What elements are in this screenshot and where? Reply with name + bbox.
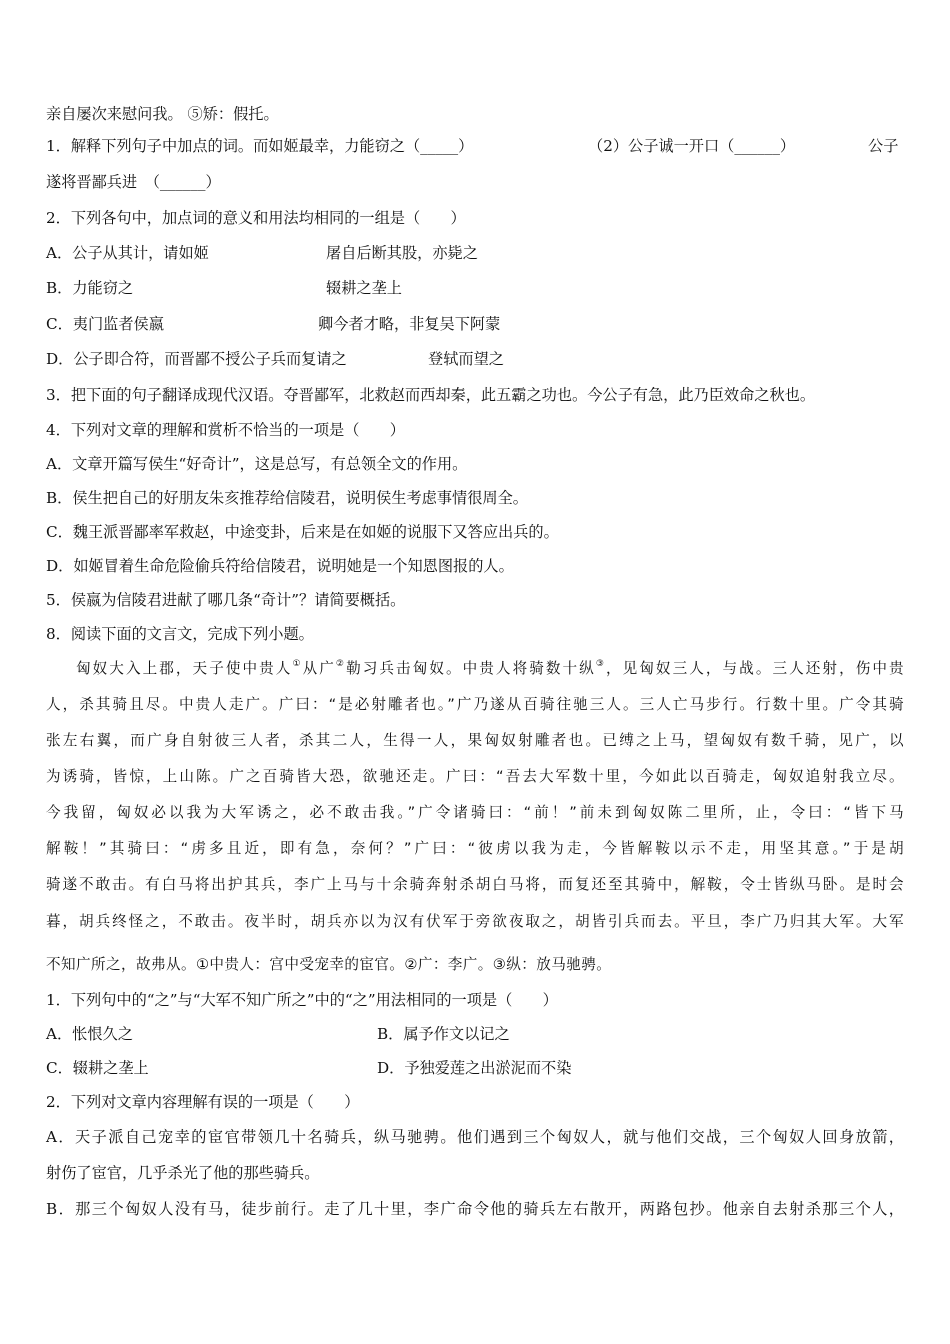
part2-question-1: 1．下列句中的“之”与“大军不知广所之”中的“之”用法相同的一项是（ ） — [46, 991, 558, 1009]
section-8-heading: 8．阅读下面的文言文，完成下列小题。 — [46, 625, 314, 643]
part2-option-A: A．怅恨久之 — [46, 1025, 133, 1043]
option-4A: A．文章开篇写侯生“好奇计”，这是总写，有总领全文的作用。 — [46, 455, 468, 473]
passage-line-4: 为诱骑，皆惊，上山陈。广之百骑皆大恐，欲驰还走。广曰：“吾去大军数十里，今如此以百骑走，匈奴追射我立尽。 — [46, 768, 904, 785]
part2-option-2A-line1: A．天子派自己宠幸的宦官带领几十名骑兵，纵马驰骋。他们遇到三个匈奴人，就与他们交战，三个匈奴人回身放箭， — [46, 1128, 904, 1146]
question-2: 2．下列各句中，加点词的意义和用法均相同的一组是（ ） — [46, 209, 466, 227]
question-1-part2: （2）公子诚一开口（______） — [588, 137, 796, 155]
question-4: 4．下列对文章的理解和赏析不恰当的一项是（ ） — [46, 421, 405, 439]
option-4C: C．魏王派晋鄙率军救赵，中途变卦，后来是在如姬的说服下又答应出兵的。 — [46, 523, 559, 541]
passage-line-9: 不知广所之，故弗从。①中贵人：宫中受宠幸的宦官。②广：李广。③纵：放马驰骋。 — [46, 956, 612, 973]
question-5: 5．侯嬴为信陵君进献了哪几条“奇计”？请简要概括。 — [46, 591, 406, 609]
passage-line-7: 骑遂不敢击。有白马将出护其兵，李广上马与十余骑奔射杀胡白马将，而复还至其骑中，解鞍，令士皆纵马卧。是时会 — [46, 876, 904, 893]
option-2C-right: 卿今者才略，非复吴下阿蒙 — [318, 315, 501, 333]
option-4D: D．如姬冒着生命危险偷兵符给信陵君，说明她是一个知恩图报的人。 — [46, 557, 514, 575]
passage-line-3: 张左右翼，而广身自射彼三人者，杀其二人，生得一人，果匈奴射雕者也。已缚之上马，望匈奴有数千骑，见广，以 — [46, 732, 904, 749]
footnote-line: 亲自屡次来慰问我。 ⑤矫：假托。 — [46, 105, 279, 123]
option-2D-left: D．公子即合符，而晋鄙不授公子兵而复请之 — [46, 350, 347, 368]
part2-option-2B-line1: B．那三个匈奴人没有马，徒步前行。走了几十里，李广命令他的骑兵左右散开，两路包抄。他亲自去射杀那三个人， — [46, 1200, 904, 1218]
passage-line-1: 匈奴大入上郡，天子使中贵人①从广②勒习兵击匈奴。中贵人将骑数十纵③，见匈奴三人，与战。三人还射，伤中贵 — [76, 659, 905, 677]
passage-line-2: 人，杀其骑且尽。中贵人走广。广曰：“是必射雕者也。”广乃遂从百骑往驰三人。三人亡马步行。行数十里。广令其骑 — [46, 696, 904, 713]
part2-option-D: D．予独爱莲之出淤泥而不染 — [377, 1059, 572, 1077]
option-4B: B．侯生把自己的好朋友朱亥推荐给信陵君，说明侯生考虑事情很周全。 — [46, 489, 528, 507]
question-1-part1: 1．解释下列句子中加点的词。而如姬最幸，力能窃之（_____） — [46, 137, 474, 155]
option-2A-right: 屠自后断其股，亦毙之 — [326, 244, 478, 262]
part2-option-C: C．辍耕之垄上 — [46, 1059, 149, 1077]
part2-option-B: B．属予作文以记之 — [377, 1025, 510, 1043]
option-2D-right: 登轼而望之 — [428, 350, 504, 368]
option-2B-right: 辍耕之垄上 — [326, 279, 402, 297]
part2-question-2: 2．下列对文章内容理解有误的一项是（ ） — [46, 1093, 360, 1111]
option-2A-left: A．公子从其计，请如姬 — [46, 244, 209, 262]
question-1-part3-start: 公子 — [868, 137, 899, 155]
passage-line-5: 今我留，匈奴必以我为大军诱之，必不敢击我。”广令诸骑曰：“前！”前未到匈奴陈二里所，止，令曰：“皆下马 — [46, 804, 904, 821]
passage-line-8: 暮，胡兵终怪之，不敢击。夜半时，胡兵亦以为汉有伏军于旁欲夜取之，胡皆引兵而去。平旦，李广乃归其大军。大军 — [46, 913, 904, 930]
option-2B-left: B．力能窃之 — [46, 279, 134, 297]
question-1-part3-end: 遂将晋鄙兵进 （______） — [46, 173, 221, 191]
question-3: 3．把下面的句子翻译成现代汉语。夺晋鄙军，北救赵而西却秦，此五霸之功也。今公子有急，此乃臣效命之秋也。 — [46, 386, 816, 404]
passage-line-6: 解鞍！”其骑曰：“虏多且近，即有急，奈何？”广曰：“彼虏以我为走，今皆解鞍以示不走，用坚其意。”于是胡 — [46, 840, 904, 857]
option-2C-left: C．夷门监者侯嬴 — [46, 315, 164, 333]
part2-option-2A-line2: 射伤了宦官，几乎杀光了他的那些骑兵。 — [46, 1164, 320, 1182]
